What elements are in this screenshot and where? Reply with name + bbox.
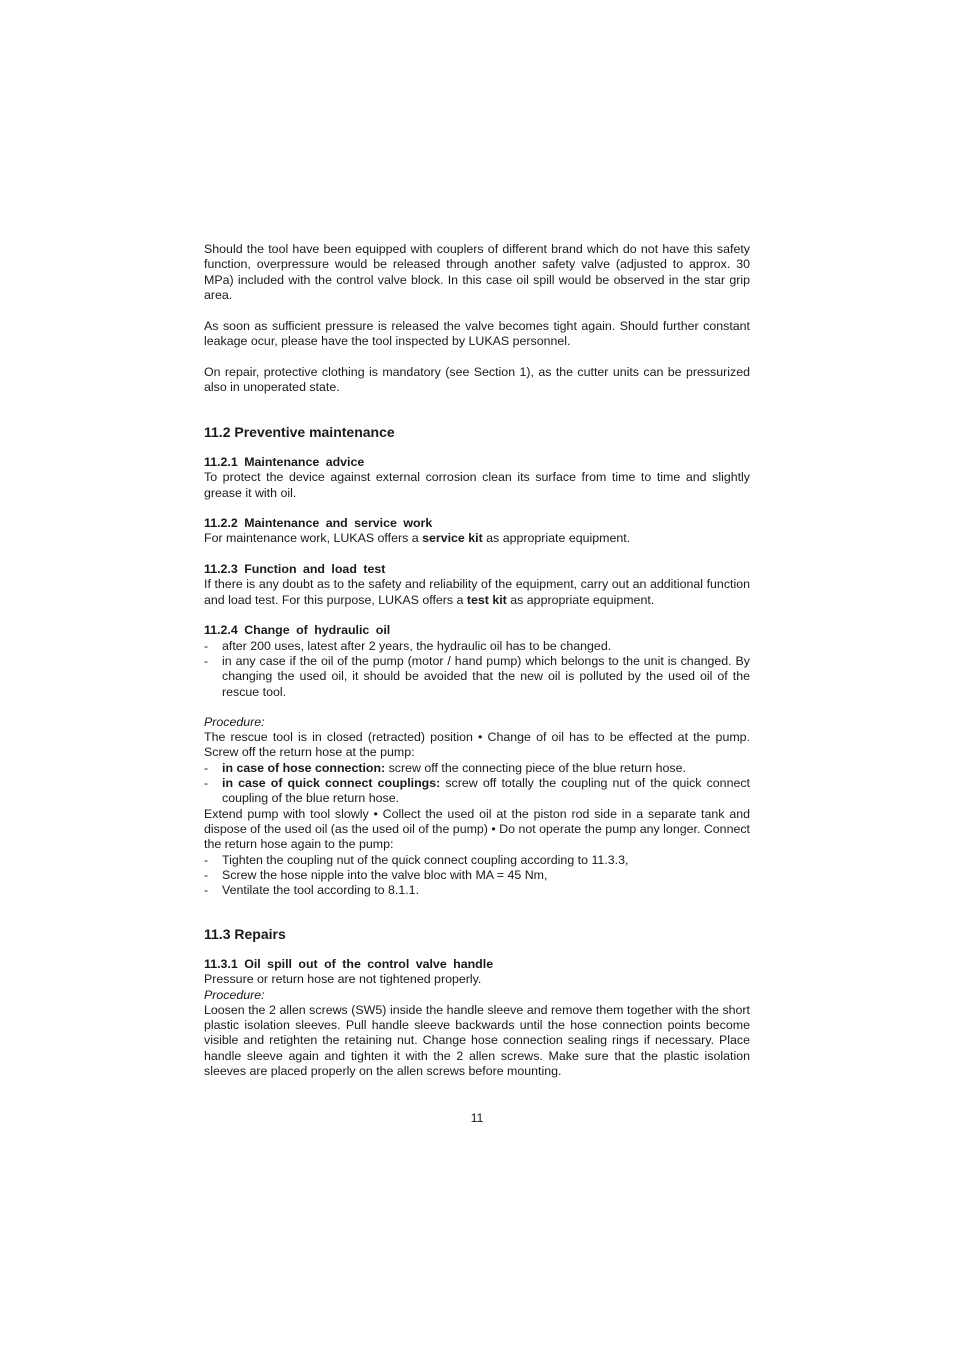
section-11-3 [204, 926, 750, 1079]
list-item: - Ventilate the tool according to 8.1.1. [204, 883, 420, 898]
test-kit-term: test kit [466, 592, 507, 607]
section-heading: 11.3 Repairs [204, 926, 286, 942]
section-11-2 [204, 424, 750, 898]
procedure-label: Procedure: [204, 714, 265, 729]
list-item: - in any case if the oil of the pump (motor / hand pump) which belongs to the unit is changed. By changing the used oil, it should be avoided that the new oil is polluted by the used oil of the rescue tool. [204, 653, 750, 699]
list-item: - Screw the hose nipple into the valve bloc with MA = 45 Nm, [204, 867, 548, 882]
list-item: - after 200 uses, latest after 2 years, the hydraulic oil has to be changed. [204, 638, 612, 653]
section-heading: 11.2 Preventive maintenance [204, 424, 395, 440]
procedure-text: The rescue tool is in closed (retracted) position • Change of oil has to be effected at the pump. Screw off the return hose at the pump: [204, 730, 750, 760]
subsection-text: If there is any doubt as to the safety and reliability of the equipment, carry out an additional function and load test. For this purpose, LUKAS offers a test kit as appropriate equipment. [204, 577, 750, 607]
list-item: - Tighten the coupling nut of the quick connect coupling according to 11.3.3, [204, 852, 629, 867]
subsection-11-2-2 [204, 516, 750, 547]
intro-paragraph-3: On repair, protective clothing is mandatory (see Section 1), as the cutter units can be pressurized also in unoperated state. [204, 364, 750, 395]
subsection-heading: 11.3.1 Oil spill out of the control valve handle [204, 957, 494, 971]
subsection-11-2-4 [204, 623, 750, 898]
page-number: 11 [470, 1111, 484, 1125]
subsection-heading: 11.2.2 Maintenance and service work [204, 515, 433, 530]
subsection-text: To protect the device against external corrosion clean its surface from time to time and slightly grease it with oil. [204, 470, 750, 500]
service-kit-term: service kit [422, 531, 483, 546]
subsection-text: Pressure or return hose are not tightened properly. [204, 972, 482, 987]
intro-block [204, 242, 750, 395]
list-item: - in case of hose connection: screw off the connecting piece of the blue return hose. [204, 760, 686, 775]
intro-paragraph-1: Should the tool have been equipped with couplers of different brand which do not have this safety function, overpressure would be released through another safety valve (adjusted to approx. 30 MPa) included with the control valve block. In this case oil spill would be observed in the star grip area. [204, 242, 750, 302]
subsection-11-2-1 [204, 455, 750, 501]
intro-paragraph-2: As soon as sufficient pressure is released the valve becomes tight again. Should further constant leakage ocur, please have the tool inspected by LUKAS personnel. [204, 318, 750, 348]
list-item: - in case of quick connect couplings: screw off totally the coupling nut of the quick connect coupling of the blue return hose. [204, 776, 750, 806]
subsection-text: For maintenance work, LUKAS offers a service kit as appropriate equipment. [204, 531, 631, 546]
subsection-heading: 11.2.3 Function and load test [204, 561, 386, 576]
subsection-heading: 11.2.1 Maintenance advice [204, 455, 365, 469]
subsection-11-3-1 [204, 957, 750, 1079]
procedure-text: Loosen the 2 allen screws (SW5) inside the handle sleeve and remove them together with the short plastic isolation sleeves. Pull handle sleeve backwards until the hose connection points become visible and retighten the retaining nut. Change hose connection sealing rings if necessary. Place handle sleeve again and tighten it with the 2 allen screws. Make sure that the plastic isolation sleeves are placed properly on the allen screws before mounting. [204, 1002, 750, 1079]
procedure-label: Procedure: [204, 987, 265, 1002]
subsection-heading: 11.2.4 Change of hydraulic oil [204, 623, 391, 638]
subsection-11-2-3 [204, 562, 750, 608]
procedure-text: Extend pump with tool slowly • Collect the used oil at the piston rod side in a separate tank and dispose of the used oil (as the used oil of the pump) • Do not operate the pump any longer. Connect the return hose again to the pump: [204, 806, 750, 852]
